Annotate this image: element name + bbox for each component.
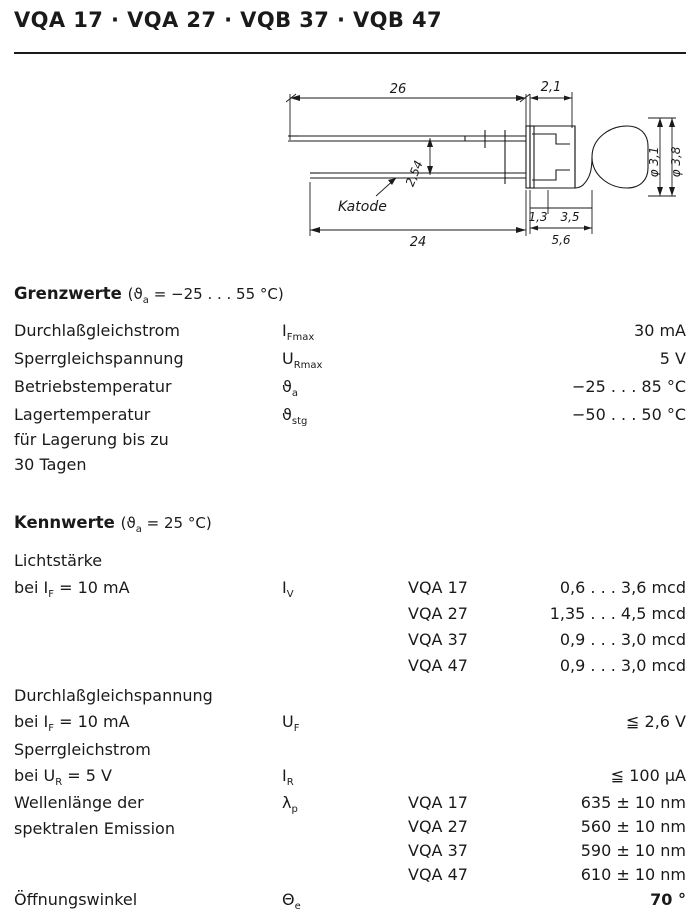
sym-text: Θ bbox=[282, 890, 295, 909]
grenzwerte-cond-pre: (ϑ bbox=[127, 285, 143, 303]
kennwerte-cond-sub: a bbox=[135, 524, 142, 535]
row-value-lagertemperatur: −50 . . . 50 °C bbox=[572, 405, 686, 424]
cond-sub: R bbox=[55, 777, 63, 789]
sym-text: ϑ bbox=[282, 377, 292, 396]
cond-pre: bei I bbox=[14, 712, 49, 731]
grenzwerte-cond-sub: a bbox=[142, 295, 149, 306]
type-lichtstaerke-2: VQA 37 bbox=[408, 630, 468, 649]
row-label-sperrgleichspannung: Sperrgleichspannung bbox=[14, 349, 184, 368]
sym-text: U bbox=[282, 349, 294, 368]
dim-1-3-label: 1,3 bbox=[528, 210, 548, 224]
label-sperrgleichstrom-line1: Sperrgleichstrom bbox=[14, 740, 151, 759]
dim-24-label: 24 bbox=[409, 235, 427, 250]
value-wellenlaenge-1: 560 ± 10 nm bbox=[580, 817, 686, 836]
symbol-angle bbox=[282, 890, 301, 912]
kennwerte-cond-post: = 25 °C) bbox=[146, 514, 212, 532]
sym-sub: e bbox=[294, 901, 301, 913]
value-forward-voltage: ≦ 2,6 V bbox=[626, 712, 686, 731]
cond-pre: bei I bbox=[14, 578, 49, 597]
label-sperrgleichstrom-line2 bbox=[14, 766, 112, 788]
value-lichtstaerke-3: 0,9 . . . 3,0 mcd bbox=[559, 656, 686, 675]
cathode-label: Katode bbox=[338, 199, 387, 215]
section-heading-kennwerte bbox=[14, 513, 212, 535]
sym-sub: V bbox=[286, 589, 294, 601]
type-wellenlaenge-1: VQA 27 bbox=[408, 817, 468, 836]
page-title: VQA 17 · VQA 27 · VQB 37 · VQB 47 bbox=[14, 8, 443, 32]
storage-note-line2: 30 Tagen bbox=[14, 455, 87, 474]
sym-sub: Rmax bbox=[293, 360, 323, 372]
kennwerte-title: Kennwerte bbox=[14, 513, 115, 532]
label-lichtstaerke-line2 bbox=[14, 578, 130, 600]
label-durchlassgleichspannung-line1: Durchlaßgleichspannung bbox=[14, 686, 213, 705]
sym-sub: R bbox=[286, 777, 294, 789]
row-value-betriebstemperatur: −25 . . . 85 °C bbox=[572, 377, 686, 396]
kennwerte-cond-pre: (ϑ bbox=[120, 514, 136, 532]
value-wellenlaenge-3: 610 ± 10 nm bbox=[580, 865, 686, 884]
symbol-reverse-current bbox=[282, 766, 294, 788]
drawing-svg bbox=[280, 78, 690, 268]
dim-3-5-label: 3,5 bbox=[560, 210, 580, 224]
cond-post: = 10 mA bbox=[59, 578, 130, 597]
label-oeffnungswinkel: Öffnungswinkel bbox=[14, 890, 138, 909]
sym-text: ϑ bbox=[282, 405, 292, 424]
dim-2-54-label: 2,54 bbox=[402, 158, 426, 189]
cond-post: = 5 V bbox=[67, 766, 112, 785]
sym-sub: Fmax bbox=[286, 332, 315, 344]
value-wellenlaenge-2: 590 ± 10 nm bbox=[580, 841, 686, 860]
value-reverse-current: ≦ 100 μA bbox=[610, 766, 686, 785]
label-durchlassgleichspannung-line2 bbox=[14, 712, 130, 734]
dim-dia-3-8-label: φ 3,8 bbox=[669, 146, 683, 178]
type-wellenlaenge-3: VQA 47 bbox=[408, 865, 468, 884]
label-wellenlaenge-line1: Wellenlänge der bbox=[14, 793, 144, 812]
value-lichtstaerke-2: 0,9 . . . 3,0 mcd bbox=[559, 630, 686, 649]
row-value-sperrgleichspannung: 5 V bbox=[659, 349, 686, 368]
sym-sub: F bbox=[293, 723, 300, 735]
type-lichtstaerke-3: VQA 47 bbox=[408, 656, 468, 675]
label-lichtstaerke-line1: Lichtstärke bbox=[14, 551, 103, 570]
value-lichtstaerke-0: 0,6 . . . 3,6 mcd bbox=[559, 578, 686, 597]
symbol-luminous-intensity bbox=[282, 578, 294, 600]
value-wellenlaenge-0: 635 ± 10 nm bbox=[580, 793, 686, 812]
title-divider bbox=[14, 52, 686, 54]
symbol-forward-voltage bbox=[282, 712, 299, 734]
row-symbol-lagertemperatur bbox=[282, 405, 307, 427]
sym-text: I bbox=[282, 578, 287, 597]
section-heading-grenzwerte bbox=[14, 284, 284, 306]
type-lichtstaerke-1: VQA 27 bbox=[408, 604, 468, 623]
row-label-durchlassgleichstrom: Durchlaßgleichstrom bbox=[14, 321, 180, 340]
sym-text: I bbox=[282, 321, 287, 340]
storage-note-line1: für Lagerung bis zu bbox=[14, 430, 169, 449]
type-wellenlaenge-2: VQA 37 bbox=[408, 841, 468, 860]
value-lichtstaerke-1: 1,35 . . . 4,5 mcd bbox=[549, 604, 686, 623]
dim-26-label: 26 bbox=[389, 82, 407, 97]
sym-sub: stg bbox=[291, 416, 308, 428]
value-angle: 70 ° bbox=[650, 890, 686, 909]
row-symbol-sperrgleichspannung bbox=[282, 349, 322, 371]
dim-5-6-label: 5,6 bbox=[551, 233, 571, 247]
component-dimension-drawing bbox=[280, 78, 690, 268]
row-label-lagertemperatur: Lagertemperatur bbox=[14, 405, 151, 424]
cond-post: = 10 mA bbox=[59, 712, 130, 731]
cond-sub: F bbox=[48, 723, 55, 735]
grenzwerte-title: Grenzwerte bbox=[14, 284, 122, 303]
sym-text: U bbox=[282, 712, 294, 731]
row-symbol-betriebstemperatur bbox=[282, 377, 298, 399]
label-wellenlaenge-line2: spektralen Emission bbox=[14, 819, 175, 838]
sym-text: I bbox=[282, 766, 287, 785]
type-wellenlaenge-0: VQA 17 bbox=[408, 793, 468, 812]
cond-sub: F bbox=[48, 589, 55, 601]
dim-dia-3-1-label: φ 3,1 bbox=[647, 146, 661, 178]
symbol-peak-wavelength bbox=[282, 793, 298, 815]
type-lichtstaerke-0: VQA 17 bbox=[408, 578, 468, 597]
row-symbol-durchlassgleichstrom bbox=[282, 321, 314, 343]
sym-text: λ bbox=[282, 793, 292, 812]
grenzwerte-cond-post: = −25 . . . 55 °C) bbox=[153, 285, 284, 303]
dim-2-1-label: 2,1 bbox=[540, 80, 562, 95]
cond-pre: bei U bbox=[14, 766, 56, 785]
row-label-betriebstemperatur: Betriebstemperatur bbox=[14, 377, 172, 396]
sym-sub: a bbox=[291, 388, 299, 400]
row-value-durchlassgleichstrom: 30 mA bbox=[634, 321, 686, 340]
sym-sub: p bbox=[291, 804, 298, 816]
